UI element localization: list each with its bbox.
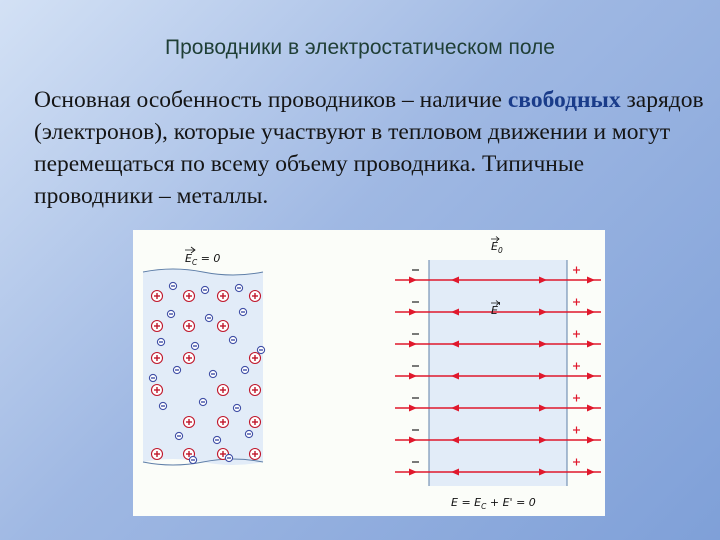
arrow-icon	[587, 341, 595, 348]
positive-charge-icon	[250, 417, 261, 428]
positive-charge-icon	[218, 291, 229, 302]
negative-charge-icon	[209, 370, 216, 377]
negative-charge-icon	[245, 430, 252, 437]
negative-charge-icon	[213, 436, 220, 443]
positive-charge-icon	[218, 321, 229, 332]
applied-field-sub: 0	[497, 246, 503, 255]
left-field-rest: = 0	[197, 252, 221, 265]
conductor-figure	[133, 230, 605, 516]
arrow-icon	[409, 341, 417, 348]
body-text-emphasis: свободных	[507, 87, 621, 113]
negative-charge-icon	[233, 404, 240, 411]
slide-title: Проводники в электростатическом поле	[165, 36, 555, 59]
arrow-icon	[409, 405, 417, 412]
negative-charge-icon	[257, 346, 264, 353]
negative-charge-icon	[169, 282, 176, 289]
figure-svg	[133, 230, 605, 516]
negative-charge-icon	[175, 432, 182, 439]
arrow-icon	[409, 437, 417, 444]
positive-surface-charge-icon	[573, 363, 580, 370]
bottom-formula	[451, 496, 536, 511]
negative-charge-icon	[173, 366, 180, 373]
left-field-symbol: E	[185, 252, 192, 265]
positive-charge-icon	[184, 353, 195, 364]
arrow-icon	[587, 277, 595, 284]
positive-charge-icon	[250, 291, 261, 302]
arrow-icon	[587, 309, 595, 316]
negative-charge-icon	[201, 286, 208, 293]
left-field-label	[185, 252, 220, 267]
positive-charge-icon	[152, 385, 163, 396]
negative-charge-icon	[241, 366, 248, 373]
negative-charge-icon	[189, 456, 196, 463]
body-text-start: Основная особенность проводников – наличие	[34, 87, 508, 113]
arrow-icon	[587, 373, 595, 380]
induced-field-sub: '	[497, 300, 501, 313]
induced-field-symbol: E	[491, 304, 498, 317]
negative-charge-icon	[205, 314, 212, 321]
arrow-icon	[409, 373, 417, 380]
positive-surface-charge-icon	[573, 459, 580, 466]
arrow-icon	[409, 277, 417, 284]
positive-charge-icon	[184, 321, 195, 332]
negative-charge-icon	[235, 284, 242, 291]
body-text-end: зарядов (электронов), которые участвуют в тепловом движении и могут перемещаться по всему объему проводника. Типичные проводники – металлы.	[34, 87, 704, 209]
positive-charge-icon	[250, 385, 261, 396]
positive-charge-icon	[218, 417, 229, 428]
negative-charge-icon	[149, 374, 156, 381]
positive-charge-icon	[250, 353, 261, 364]
arrow-icon	[409, 469, 417, 476]
positive-charge-icon	[184, 417, 195, 428]
positive-surface-charge-icon	[573, 331, 580, 338]
arrow-icon	[587, 469, 595, 476]
applied-field-label	[491, 240, 503, 255]
positive-charge-icon	[152, 291, 163, 302]
negative-charge-icon	[229, 336, 236, 343]
formula-sub: C	[481, 502, 487, 511]
negative-charge-icon	[225, 454, 232, 461]
formula-part2: = E	[457, 496, 482, 509]
positive-charge-icon	[184, 291, 195, 302]
formula-part1: E	[451, 496, 458, 509]
applied-field-symbol: E	[491, 240, 498, 253]
positive-surface-charge-icon	[573, 299, 580, 306]
positive-surface-charge-icon	[573, 427, 580, 434]
arrow-icon	[587, 437, 595, 444]
positive-charge-icon	[250, 449, 261, 460]
positive-charge-icon	[152, 353, 163, 364]
left-field-sub: C	[191, 258, 198, 267]
slide-body	[34, 84, 704, 212]
positive-charge-icon	[218, 385, 229, 396]
arrow-icon	[587, 405, 595, 412]
formula-part3: + E	[486, 496, 510, 509]
arrow-icon	[409, 309, 417, 316]
negative-charge-icon	[191, 342, 198, 349]
right-conductor-slab	[429, 260, 567, 486]
negative-charge-icon	[167, 310, 174, 317]
positive-charge-icon	[152, 321, 163, 332]
positive-charge-icon	[152, 449, 163, 460]
formula-part4: ' = 0	[509, 496, 536, 509]
negative-charge-icon	[157, 338, 164, 345]
positive-surface-charge-icon	[573, 267, 580, 274]
negative-charge-icon	[199, 398, 206, 405]
positive-surface-charge-icon	[573, 395, 580, 402]
negative-charge-icon	[239, 308, 246, 315]
negative-charge-icon	[159, 402, 166, 409]
